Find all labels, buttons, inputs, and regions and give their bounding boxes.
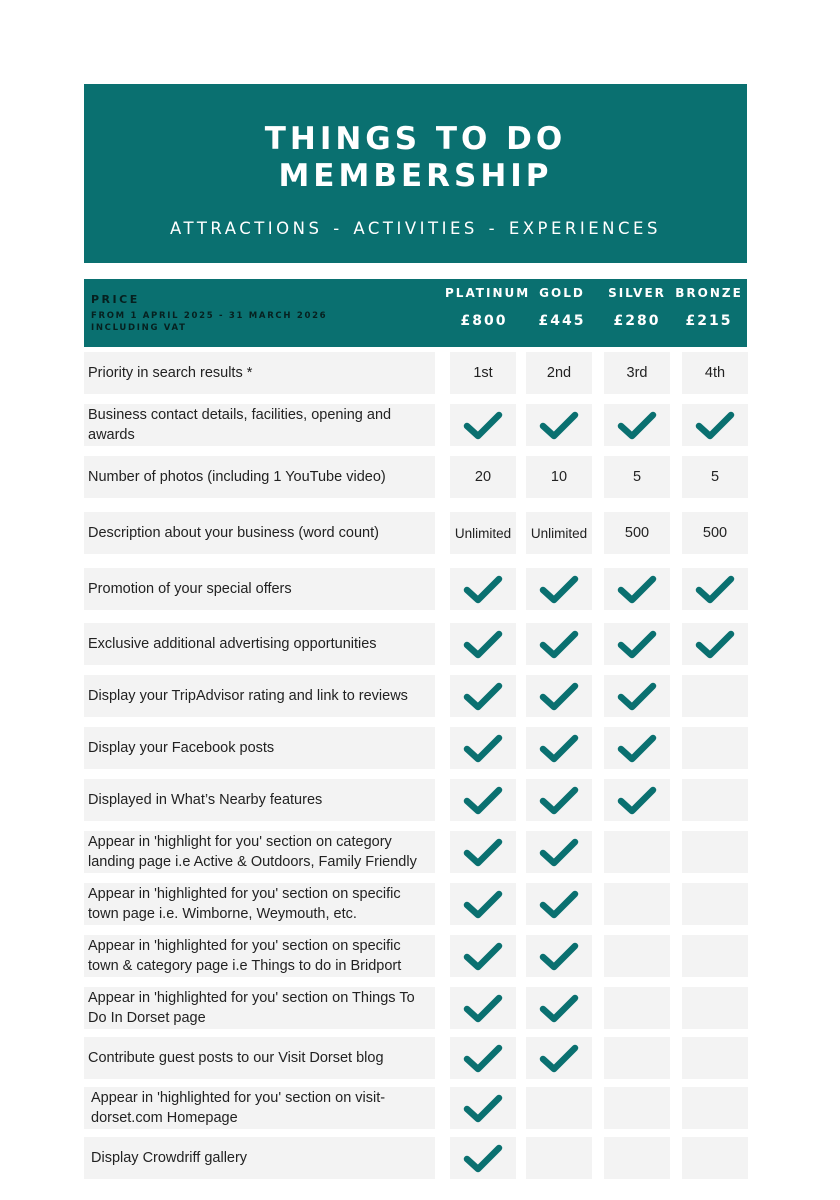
check-icon bbox=[617, 680, 657, 712]
tier-cell-check bbox=[526, 568, 592, 610]
tier-cell-check bbox=[682, 568, 748, 610]
tier-cell-check bbox=[604, 727, 670, 769]
check-icon bbox=[695, 628, 735, 660]
check-icon bbox=[463, 409, 503, 441]
tier-cell-check bbox=[526, 404, 592, 446]
tier-cell-check bbox=[450, 404, 516, 446]
tier-cell-value: 500 bbox=[604, 512, 670, 554]
check-icon bbox=[463, 628, 503, 660]
subtitle: ATTRACTIONS - ACTIVITIES - EXPERIENCES bbox=[170, 219, 661, 238]
check-icon bbox=[617, 409, 657, 441]
tier-cell-empty bbox=[682, 675, 748, 717]
tier-cell-check bbox=[450, 987, 516, 1029]
check-icon bbox=[539, 409, 579, 441]
tier-cell-empty bbox=[604, 1137, 670, 1179]
tier-cell-empty bbox=[682, 987, 748, 1029]
tier-cell-check bbox=[526, 883, 592, 925]
check-icon bbox=[539, 992, 579, 1024]
tier-cell-check bbox=[450, 623, 516, 665]
tier-cell-empty bbox=[682, 727, 748, 769]
feature-label: Display Crowdriff gallery bbox=[84, 1137, 435, 1179]
tier-cell-check bbox=[526, 935, 592, 977]
tier-cell-check bbox=[682, 404, 748, 446]
tier-name: BRONZE bbox=[675, 286, 743, 300]
tier-cell-value: 4th bbox=[682, 352, 748, 394]
tier-cell-empty bbox=[682, 1037, 748, 1079]
tier-cell-value: 1st bbox=[450, 352, 516, 394]
check-icon bbox=[539, 628, 579, 660]
feature-label: Display your TripAdvisor rating and link to reviews bbox=[84, 675, 435, 717]
tier-silver bbox=[598, 286, 676, 329]
check-icon bbox=[463, 1042, 503, 1074]
tier-cell-check bbox=[682, 623, 748, 665]
tier-cell-check bbox=[526, 831, 592, 873]
tier-cell-empty bbox=[682, 779, 748, 821]
table-row bbox=[84, 1037, 747, 1079]
check-icon bbox=[463, 573, 503, 605]
price-period-dates: FROM 1 APRIL 2025 - 31 MARCH 2026 bbox=[91, 311, 328, 321]
tier-price: £445 bbox=[538, 313, 586, 329]
check-icon bbox=[539, 940, 579, 972]
price-period-vat: INCLUDING VAT bbox=[91, 323, 187, 333]
tier-cell-check bbox=[450, 675, 516, 717]
tier-cell-check bbox=[526, 1037, 592, 1079]
tier-cell-value: 5 bbox=[682, 456, 748, 498]
check-icon bbox=[539, 888, 579, 920]
tier-cell-check bbox=[450, 1087, 516, 1129]
table-row bbox=[84, 675, 747, 717]
table-row bbox=[84, 831, 747, 873]
tier-cell-check bbox=[450, 568, 516, 610]
header-banner bbox=[84, 84, 747, 263]
tier-cell-check bbox=[604, 404, 670, 446]
check-icon bbox=[463, 836, 503, 868]
tier-cell-check bbox=[526, 675, 592, 717]
check-icon bbox=[539, 680, 579, 712]
price-label: PRICE bbox=[91, 293, 140, 306]
table-row bbox=[84, 1137, 747, 1179]
tier-price: £215 bbox=[685, 313, 733, 329]
tier-cell-empty bbox=[604, 1087, 670, 1129]
check-icon bbox=[539, 1042, 579, 1074]
tier-name: SILVER bbox=[608, 286, 666, 300]
title-line-2: MEMBERSHIP bbox=[278, 158, 553, 194]
check-icon bbox=[539, 836, 579, 868]
tier-price: £800 bbox=[460, 313, 508, 329]
tier-cell-check bbox=[526, 623, 592, 665]
tier-cell-check bbox=[450, 779, 516, 821]
table-row bbox=[84, 623, 747, 665]
tier-cell-value: 2nd bbox=[526, 352, 592, 394]
check-icon bbox=[617, 628, 657, 660]
table-row bbox=[84, 987, 747, 1029]
tier-cell-check bbox=[450, 727, 516, 769]
check-icon bbox=[463, 1092, 503, 1124]
tier-platinum bbox=[445, 286, 531, 329]
check-icon bbox=[463, 732, 503, 764]
check-icon bbox=[617, 732, 657, 764]
check-icon bbox=[617, 573, 657, 605]
table-row bbox=[84, 1087, 747, 1129]
table-row bbox=[84, 779, 747, 821]
tier-price: £280 bbox=[613, 313, 661, 329]
tier-cell-value: Unlimited bbox=[450, 512, 516, 554]
tier-cell-empty bbox=[604, 987, 670, 1029]
table-row bbox=[84, 512, 747, 554]
table-row bbox=[84, 352, 747, 394]
tier-name: GOLD bbox=[539, 286, 585, 300]
tier-cell-empty bbox=[682, 1087, 748, 1129]
tier-cell-check bbox=[526, 779, 592, 821]
tier-cell-check bbox=[526, 727, 592, 769]
tier-cell-value: 10 bbox=[526, 456, 592, 498]
feature-label: Appear in 'highlighted for you' section on specific town page i.e. Wimborne, Weymouth, etc. bbox=[84, 883, 435, 925]
tier-gold bbox=[523, 286, 601, 329]
check-icon bbox=[695, 573, 735, 605]
check-icon bbox=[695, 409, 735, 441]
tier-cell-empty bbox=[526, 1137, 592, 1179]
table-row bbox=[84, 568, 747, 610]
feature-label: Business contact details, facilities, opening and awards bbox=[84, 404, 435, 446]
check-icon bbox=[463, 784, 503, 816]
feature-label: Description about your business (word count) bbox=[84, 512, 435, 554]
check-icon bbox=[463, 680, 503, 712]
tier-cell-value: Unlimited bbox=[526, 512, 592, 554]
feature-label: Appear in 'highlight for you' section on category landing page i.e Active & Outdoors, Family Friendly bbox=[84, 831, 435, 873]
tier-cell-value: 3rd bbox=[604, 352, 670, 394]
tier-cell-check bbox=[450, 831, 516, 873]
table-row bbox=[84, 883, 747, 925]
tier-bronze bbox=[670, 286, 748, 329]
check-icon bbox=[617, 784, 657, 816]
tier-cell-check bbox=[450, 1137, 516, 1179]
feature-label: Contribute guest posts to our Visit Dorset blog bbox=[84, 1037, 435, 1079]
tier-cell-empty bbox=[604, 883, 670, 925]
feature-label: Number of photos (including 1 YouTube video) bbox=[84, 456, 435, 498]
tier-cell-empty bbox=[604, 935, 670, 977]
price-header-bar bbox=[84, 279, 747, 347]
page-title bbox=[84, 121, 747, 195]
feature-label: Appear in 'highlighted for you' section on Things To Do In Dorset page bbox=[84, 987, 435, 1029]
check-icon bbox=[463, 1142, 503, 1174]
tier-cell-check bbox=[604, 779, 670, 821]
check-icon bbox=[539, 784, 579, 816]
table-row bbox=[84, 727, 747, 769]
title-line-1: THINGS TO DO bbox=[264, 121, 567, 157]
check-icon bbox=[539, 732, 579, 764]
tier-cell-check bbox=[604, 623, 670, 665]
tier-cell-empty bbox=[682, 883, 748, 925]
table-row bbox=[84, 935, 747, 977]
tier-cell-check bbox=[526, 987, 592, 1029]
price-period bbox=[91, 310, 371, 334]
table-row bbox=[84, 404, 747, 446]
tier-cell-check bbox=[604, 568, 670, 610]
tier-cell-empty bbox=[682, 831, 748, 873]
feature-label: Display your Facebook posts bbox=[84, 727, 435, 769]
tier-cell-check bbox=[450, 935, 516, 977]
tier-cell-check bbox=[450, 1037, 516, 1079]
tier-cell-check bbox=[450, 883, 516, 925]
feature-label: Exclusive additional advertising opportunities bbox=[84, 623, 435, 665]
tier-cell-value: 5 bbox=[604, 456, 670, 498]
tier-cell-check bbox=[604, 675, 670, 717]
check-icon bbox=[539, 573, 579, 605]
tier-name: PLATINUM bbox=[445, 286, 531, 300]
tier-cell-empty bbox=[682, 1137, 748, 1179]
feature-label: Promotion of your special offers bbox=[84, 568, 435, 610]
check-icon bbox=[463, 940, 503, 972]
feature-label: Appear in 'highlighted for you' section on specific town & category page i.e Things to do in Bridport bbox=[84, 935, 435, 977]
tier-cell-empty bbox=[604, 831, 670, 873]
tier-cell-value: 500 bbox=[682, 512, 748, 554]
tier-cell-empty bbox=[604, 1037, 670, 1079]
table-row bbox=[84, 456, 747, 498]
tier-cell-empty bbox=[682, 935, 748, 977]
feature-label: Priority in search results * bbox=[84, 352, 435, 394]
tier-cell-empty bbox=[526, 1087, 592, 1129]
check-icon bbox=[463, 888, 503, 920]
check-icon bbox=[463, 992, 503, 1024]
tier-cell-value: 20 bbox=[450, 456, 516, 498]
feature-label: Appear in 'highlighted for you' section on visit-dorset.com Homepage bbox=[84, 1087, 435, 1129]
feature-label: Displayed in What’s Nearby features bbox=[84, 779, 435, 821]
